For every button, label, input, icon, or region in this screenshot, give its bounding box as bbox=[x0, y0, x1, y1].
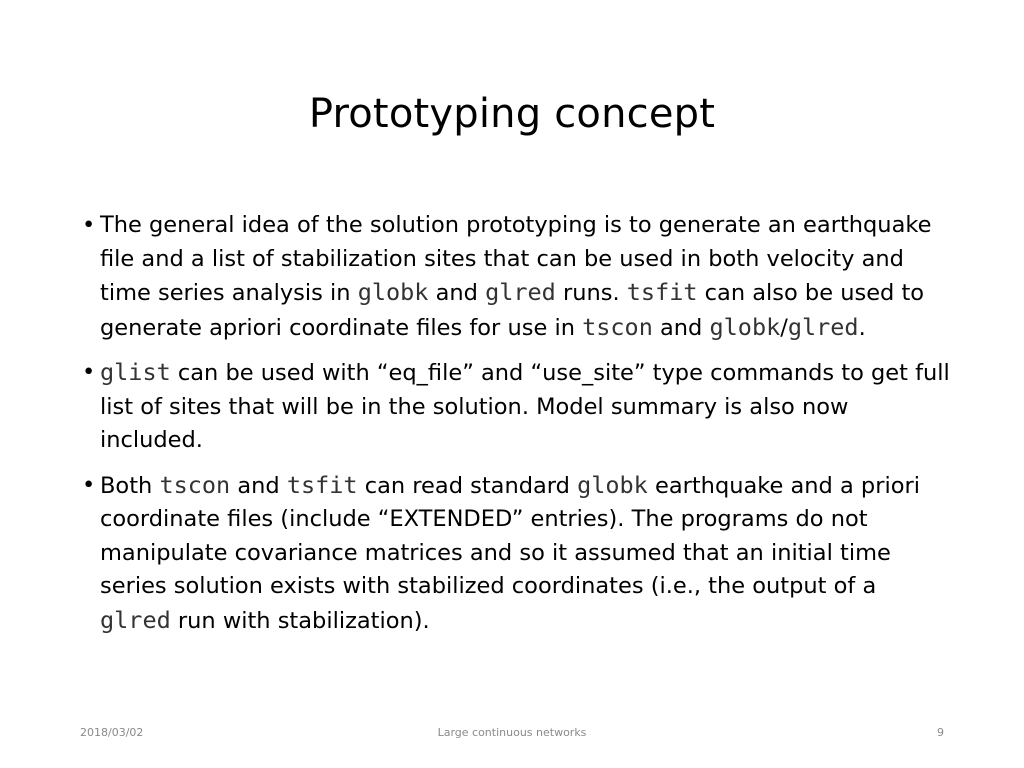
bullet-text: Both bbox=[100, 472, 160, 499]
code-term: tsfit bbox=[286, 470, 358, 499]
code-term: glred bbox=[787, 312, 859, 341]
bullet-text: / bbox=[780, 314, 788, 341]
bullet-text: can be used with “eq_file” and “use_site” type commands to get full list of sites that will be in the solution. Model summary is also now included. bbox=[100, 360, 950, 453]
bullet-text: and bbox=[428, 280, 486, 306]
bullet-marker: • bbox=[82, 212, 96, 238]
bullet-marker: • bbox=[82, 359, 96, 385]
code-term: globk bbox=[709, 312, 781, 341]
footer-title: Large continuous networks bbox=[437, 726, 587, 739]
code-term: globk bbox=[357, 278, 429, 306]
code-term: glred bbox=[100, 605, 171, 634]
bullet-item bbox=[82, 356, 952, 458]
bullet-marker: • bbox=[82, 471, 96, 498]
bullet-text: . bbox=[858, 314, 866, 341]
bullet-text: and bbox=[652, 314, 710, 341]
code-term: tscon bbox=[582, 312, 653, 341]
bullet-text: can also be used to generate apriori coordinate files for use in bbox=[100, 280, 925, 341]
code-term: tsfit bbox=[626, 278, 698, 306]
bullet-text: can read standard bbox=[357, 472, 578, 499]
page-number: 9 bbox=[937, 726, 944, 739]
code-term: glist bbox=[100, 358, 171, 386]
code-term: globk bbox=[577, 470, 648, 499]
bullet-text: and bbox=[230, 472, 287, 499]
bullet-item bbox=[82, 209, 952, 345]
code-term: tscon bbox=[159, 470, 231, 499]
bullet-list bbox=[82, 209, 952, 649]
bullet-item bbox=[82, 469, 952, 639]
bullet-text: runs. bbox=[555, 280, 627, 306]
footer-date: 2018/03/02 bbox=[80, 726, 144, 739]
bullet-text: run with stabilization). bbox=[170, 607, 430, 634]
bullet-text: earthquake and a priori coordinate files (include “EXTENDED” entries). The programs do not manipulate covariance matrices and so it assumed that an initial time series solution exists with stabilized coordinates (i.e., the output of a bbox=[100, 472, 920, 599]
slide-title: Prototyping concept bbox=[308, 91, 716, 137]
code-term: glred bbox=[485, 278, 556, 306]
bullet-text: The general idea of the solution prototyping is to generate an earthquake file and a list of stabilization sites that can be used in both velocity and time series analysis in bbox=[100, 212, 932, 306]
